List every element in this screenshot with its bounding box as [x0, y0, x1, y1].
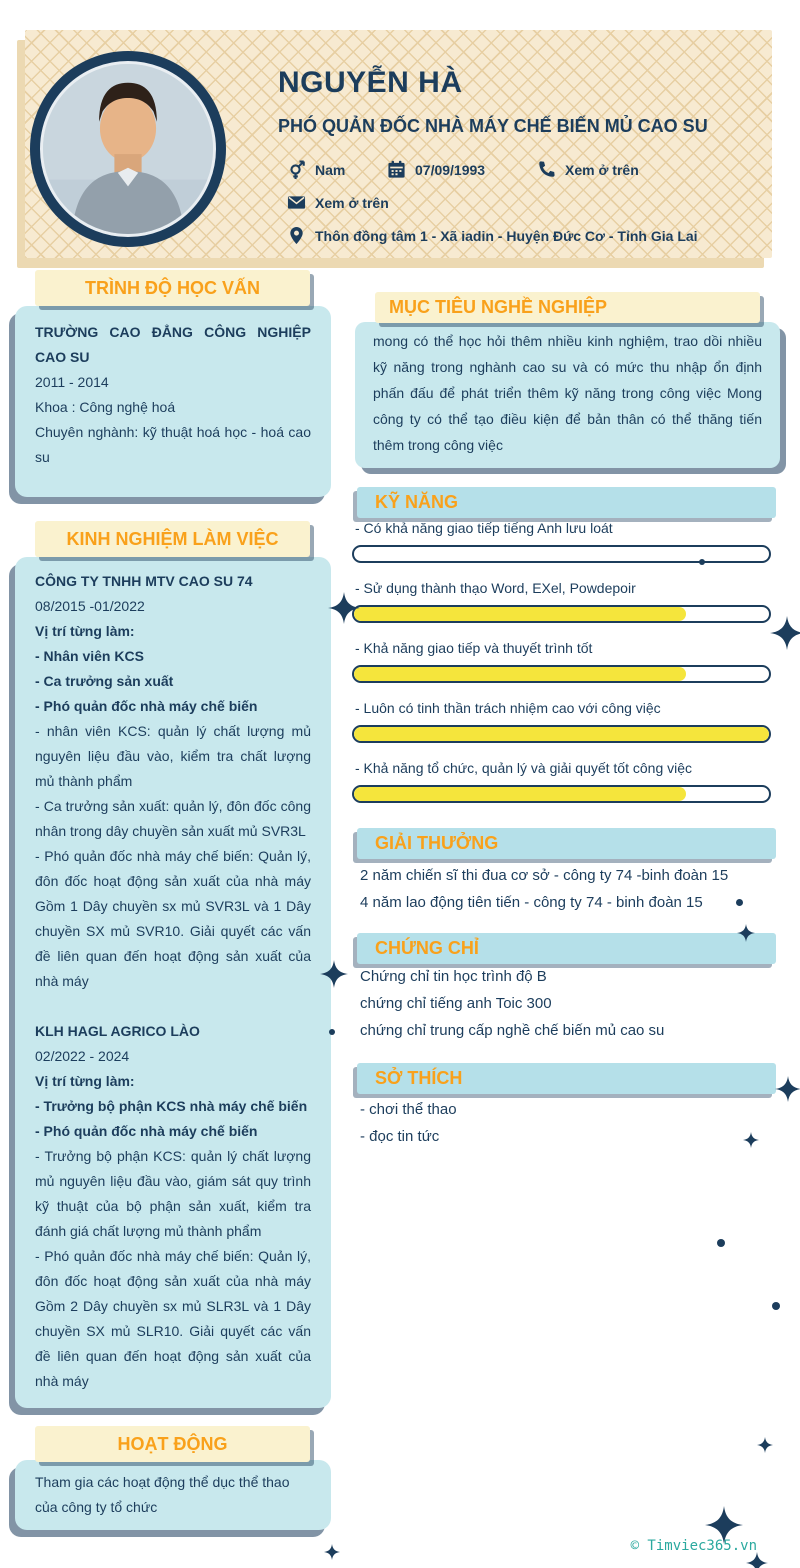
- experience-detail: - nhân viên KCS: quản lý chất lượng mủ nguyên liệu đầu vào, kiểm tra chất lượng mủ thành phẩm: [35, 723, 311, 789]
- experience-company: KLH HAGL AGRICO LÀO: [35, 1023, 200, 1039]
- experience-section: [15, 557, 331, 1408]
- section-title-objective-label: MỤC TIÊU NGHỀ NGHIỆP: [389, 297, 608, 317]
- skill-item: [352, 760, 771, 803]
- section-title-experience: [35, 521, 310, 557]
- experience-period: 02/2022 - 2024: [35, 1048, 130, 1064]
- hobby-item: - chơi thể thao: [360, 1101, 457, 1118]
- section-title-certificates: [357, 933, 776, 964]
- experience-position: - Phó quản đốc nhà máy chế biến: [35, 1123, 258, 1139]
- skill-item: [352, 700, 771, 743]
- sparkle-icon: [737, 924, 755, 942]
- skills-section: [352, 520, 771, 820]
- email-icon: [287, 193, 306, 212]
- objective-text: mong có thể học hỏi thêm nhiều kinh nghiệm, trao dồi nhiều kỹ năng trong nghành cao su và có mức thu nhập ổn định phấn đấu để phát triển thêm kỹ năng trong công việc Mong công ty có thể tạo điều kiện để bản thân có thể thăng tiến thêm trong công việc: [373, 333, 762, 453]
- sparkle-icon: [328, 592, 360, 624]
- section-title-skills: [357, 487, 776, 518]
- skill-label: - Sử dụng thành thạo Word, EXel, Powdepoir: [355, 580, 636, 596]
- certificate-item: chứng chỉ trung cấp nghề chế biến mủ cao su: [360, 1022, 665, 1039]
- experience-detail: - Ca trưởng sản xuất: quản lý, đôn đốc công nhân trong dây chuyền sản xuất mủ SVR3L: [35, 798, 311, 839]
- dot-decoration: [329, 1029, 335, 1035]
- skill-item: [352, 640, 771, 683]
- experience-position: - Ca trưởng sản xuất: [35, 673, 174, 689]
- education-faculty: Khoa : Công nghệ hoá: [35, 399, 176, 415]
- skill-bar-fill: [354, 787, 686, 801]
- activities-text: Tham gia các hoạt động thể dục thể thao của công ty tổ chức: [35, 1474, 290, 1515]
- skill-label: - Khả năng tổ chức, quản lý và giải quyết tốt công việc: [355, 760, 693, 776]
- hobbies-section: [360, 1096, 775, 1150]
- experience-entry: [35, 1019, 311, 1394]
- dot-decoration: [772, 1302, 780, 1310]
- experience-position: - Trưởng bộ phận KCS nhà máy chế biến: [35, 1098, 308, 1114]
- skill-bar-fill: [354, 607, 686, 621]
- sparkle-icon: [757, 1437, 773, 1453]
- certificate-item: Chứng chỉ tin học trình độ B: [360, 968, 547, 985]
- section-title-education-label: TRÌNH ĐỘ HỌC VẤN: [85, 277, 260, 298]
- objective-section: [355, 322, 780, 468]
- experience-detail: - Trưởng bộ phận KCS: quản lý chất lượng mủ nguyên liệu đầu vào, giám sát quy trình kỹ thuật của bộ phận sản xuất, kiểm tra đánh giá chất lượng mủ thành phẩm: [35, 1148, 311, 1239]
- education-period: 2011 - 2014: [35, 374, 109, 390]
- skill-item: [352, 520, 771, 563]
- experience-entry: [35, 569, 311, 994]
- address-field: [287, 226, 698, 245]
- experience-detail: - Phó quản đốc nhà máy chế biến: Quản lý, đôn đốc hoạt động sản xuất của nhà máy Gồm 1 Dây chuyền sx mủ SVR3L và 1 Dây chuyền SX mủ SVR10. Giải quyết các vấn đề liên quan đến hoạt động sản xuất của nhà máy: [35, 848, 311, 989]
- skill-label: - Luôn có tinh thần trách nhiệm cao với công việc: [355, 700, 661, 716]
- skill-label: - Có khả năng giao tiếp tiếng Anh lưu loát: [355, 520, 613, 536]
- award-item: 4 năm lao động tiên tiến - công ty 74 - binh đoàn 15: [360, 894, 703, 911]
- education-school: TRƯỜNG CAO ĐẲNG CÔNG NGHIỆP CAO SU: [35, 324, 311, 365]
- birthday-value: 07/09/1993: [415, 161, 486, 178]
- avatar: [30, 51, 226, 247]
- award-item: 2 năm chiến sĩ thi đua cơ sở - công ty 74 -binh đoàn 15: [360, 867, 729, 884]
- education-major: Chuyên nghành: kỹ thuật hoá học - hoá cao su: [35, 424, 311, 465]
- gender-value: Nam: [315, 161, 346, 178]
- section-title-skills-label: KỸ NĂNG: [375, 492, 459, 512]
- experience-positions-label: Vị trí từng làm:: [35, 623, 135, 639]
- candidate-job-title: PHÓ QUẢN ĐỐC NHÀ MÁY CHẾ BIẾN MỦ CAO SU: [278, 116, 708, 136]
- section-title-hobbies: [357, 1063, 776, 1094]
- dot-decoration: [699, 559, 705, 565]
- phone-field: [537, 160, 639, 179]
- skill-bar: [352, 665, 771, 683]
- section-title-awards: [357, 828, 776, 859]
- profile-photo-illustration: [43, 64, 213, 234]
- section-title-awards-label: GIẢI THƯỞNG: [375, 833, 499, 853]
- skill-bar: [352, 725, 771, 743]
- phone-value: Xem ở trên: [565, 161, 639, 178]
- skill-bar: [352, 785, 771, 803]
- skill-bar: [352, 605, 771, 623]
- experience-position: - Phó quản đốc nhà máy chế biến: [35, 698, 258, 714]
- sparkle-icon: [320, 960, 348, 988]
- skill-item: [352, 580, 771, 623]
- sparkle-icon: [324, 1544, 340, 1560]
- activities-section: [15, 1460, 331, 1530]
- education-section: [15, 306, 331, 497]
- skill-bar: [352, 545, 771, 563]
- birthday-field: [387, 160, 485, 179]
- gender-icon: [287, 160, 306, 179]
- section-title-certificates-label: CHỨNG CHỈ: [375, 938, 479, 958]
- certificate-item: chứng chỉ tiếng anh Toic 300: [360, 995, 552, 1012]
- profile-photo: [40, 61, 216, 237]
- hobby-item: - đọc tin tức: [360, 1128, 440, 1145]
- dot-decoration: [717, 1239, 725, 1247]
- sparkle-icon: [746, 1552, 768, 1568]
- experience-company: CÔNG TY TNHH MTV CAO SU 74: [35, 573, 253, 589]
- section-title-activities-label: HOẠT ĐỘNG: [117, 1433, 228, 1454]
- sparkle-icon: [743, 1132, 759, 1148]
- site-credit: © Timviec365.vn: [630, 1538, 757, 1554]
- email-value: Xem ở trên: [315, 194, 389, 211]
- experience-detail: - Phó quản đốc nhà máy chế biến: Quản lý, đôn đốc hoạt động sản xuất của nhà máy Gồm 2 Dây chuyền sx mủ SLR3L và 1 Dây chuyền SX mủ SLR10. Giải quyết các vấn đề liên quan đến hoạt động sản xuất của nhà máy: [35, 1248, 311, 1389]
- certificates-section: [360, 963, 775, 1044]
- experience-position: - Nhân viên KCS: [35, 648, 144, 664]
- experience-positions-label: Vị trí từng làm:: [35, 1073, 135, 1089]
- section-title-hobbies-label: SỞ THÍCH: [375, 1068, 463, 1088]
- skill-label: - Khả năng giao tiếp và thuyết trình tốt: [355, 640, 593, 656]
- address-value: Thôn đồng tâm 1 - Xã iadin - Huyện Đức Cơ - Tỉnh Gia Lai: [315, 227, 698, 244]
- location-icon: [287, 226, 306, 245]
- section-title-education: [35, 270, 310, 306]
- gender-field: [287, 160, 345, 179]
- skill-bar-fill: [354, 727, 769, 741]
- dot-decoration: [736, 899, 743, 906]
- phone-icon: [537, 160, 556, 179]
- section-title-experience-label: KINH NGHIỆM LÀM VIỆC: [66, 528, 279, 549]
- email-field: [287, 193, 389, 212]
- section-title-activities: [35, 1426, 310, 1462]
- calendar-icon: [387, 160, 406, 179]
- section-title-objective: [375, 292, 760, 323]
- sparkle-icon: [775, 1076, 800, 1102]
- cv-header: [25, 30, 772, 258]
- candidate-name: NGUYỄN HÀ: [278, 66, 463, 99]
- skill-bar-fill: [354, 667, 686, 681]
- experience-period: 08/2015 -01/2022: [35, 598, 145, 614]
- awards-section: [360, 862, 775, 916]
- sparkle-icon: [770, 616, 800, 650]
